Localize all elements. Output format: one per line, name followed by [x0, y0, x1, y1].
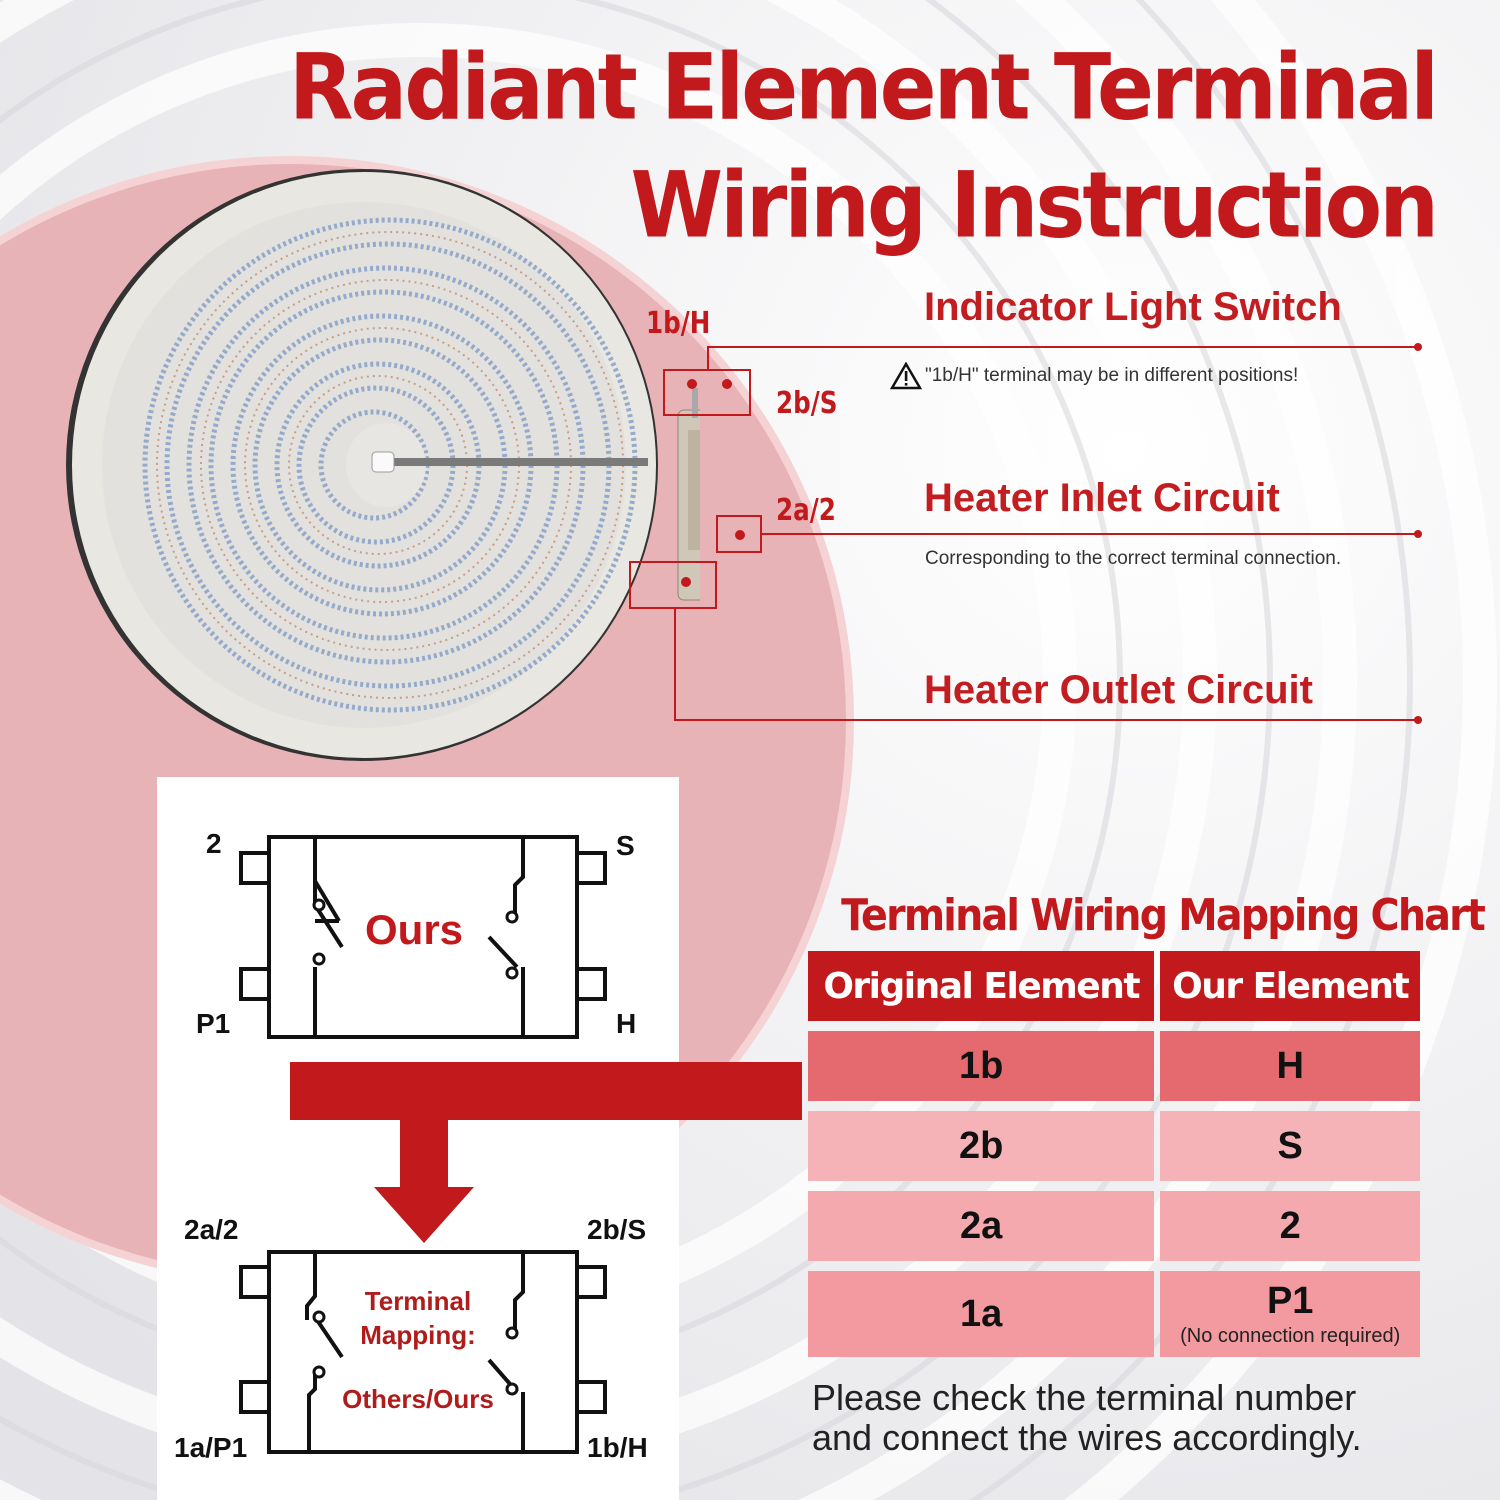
terminal-label-2b-s: 2b/S: [776, 386, 838, 421]
terminal-mapping-line-1: Terminal: [364, 1286, 472, 1316]
table-row: [808, 1271, 1420, 1357]
page-title-line-1: Radiant Element Terminal: [288, 34, 1436, 141]
row-4-ours: P1: [1266, 1280, 1314, 1322]
others-ours-label: Others/Ours: [342, 1384, 494, 1414]
footer-instruction: [812, 1378, 1452, 1458]
table-row: [808, 1191, 1420, 1261]
top-label-p1: P1: [196, 1008, 231, 1039]
terminal-label-1b-h: 1b/H: [646, 306, 711, 341]
terminal-mapping-label: [270, 1284, 566, 1352]
row-2-ours: S: [1160, 1111, 1420, 1181]
warning-icon: [890, 362, 922, 390]
page-title-line-2: Wiring Instruction: [630, 152, 1436, 259]
row-3-original: 2a: [808, 1191, 1154, 1261]
bottom-label-2b-s: 2b/S: [587, 1214, 647, 1245]
table-row: [808, 1111, 1420, 1181]
terminal-mapping-line-2: Mapping:: [360, 1320, 476, 1350]
bottom-label-1a-p1: 1a/P1: [174, 1432, 248, 1463]
indicator-note: "1b/H" terminal may be in different positions!: [925, 365, 1299, 386]
bottom-label-2a-2: 2a/2: [184, 1214, 239, 1245]
row-1-original: 1b: [808, 1031, 1154, 1101]
mapping-chart-title: Terminal Wiring Mapping Chart: [841, 890, 1484, 941]
indicator-light-switch-label: Indicator Light Switch: [924, 285, 1342, 329]
row-4-original: 1a: [808, 1271, 1154, 1357]
top-label-s: S: [616, 830, 635, 861]
ours-label: Ours: [365, 906, 464, 953]
row-1-ours: H: [1160, 1031, 1420, 1101]
header-our-element: Our Element: [1160, 951, 1420, 1021]
row-2-original: 2b: [808, 1111, 1154, 1181]
row-4-note: (No connection required): [1180, 1325, 1401, 1347]
top-label-h: H: [616, 1008, 637, 1039]
heater-inlet-note: Corresponding to the correct terminal connection.: [925, 548, 1342, 569]
top-label-2: 2: [206, 828, 222, 859]
table-row: [808, 1031, 1420, 1101]
heater-outlet-label: Heater Outlet Circuit: [924, 668, 1313, 712]
heater-inlet-label: Heater Inlet Circuit: [924, 476, 1280, 520]
footer-line-1: Please check the terminal number: [812, 1377, 1357, 1418]
footer-line-2: and connect the wires accordingly.: [812, 1417, 1362, 1458]
terminal-label-2a-2: 2a/2: [776, 493, 836, 528]
row-3-ours: 2: [1160, 1191, 1420, 1261]
bottom-label-1b-h: 1b/H: [587, 1432, 648, 1463]
mapping-table: [802, 951, 1426, 1357]
row-4-ours-cell: [1160, 1271, 1420, 1357]
header-original-element: Original Element: [808, 951, 1154, 1021]
arrow-connector-bar: [290, 1062, 802, 1120]
